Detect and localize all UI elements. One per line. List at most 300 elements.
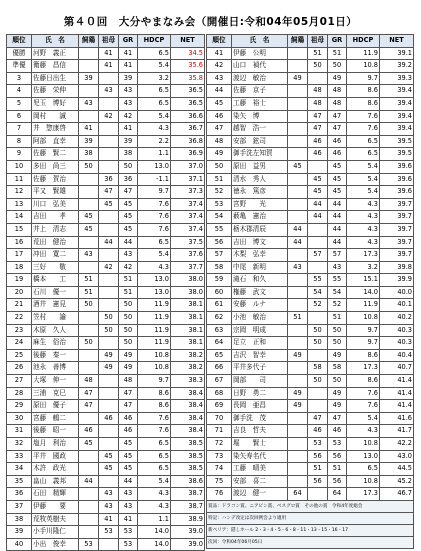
result-row: [7, 475, 205, 488]
own-score-cell: [288, 362, 308, 375]
grand-score-cell: 45: [308, 173, 328, 186]
grand-score-cell: [308, 236, 328, 249]
hdcp-cell: 5.4: [138, 475, 171, 488]
rank-cell: 21: [7, 299, 32, 312]
grand-score-cell: [99, 211, 119, 224]
net-cell: 38.4: [171, 387, 205, 400]
name-cell: 多田 尚三: [32, 160, 79, 173]
grand-score-cell: [99, 375, 119, 388]
grand-score-cell: 50: [308, 375, 328, 388]
net-cell: 34.5: [171, 47, 205, 60]
name-cell: 佐藤 栄伸: [32, 85, 79, 98]
rank-cell: 9: [7, 148, 32, 161]
grand-score-cell: 46: [308, 135, 328, 148]
name-cell: 宮藤 鶴二: [32, 412, 79, 425]
net-cell: 38.2: [171, 349, 205, 362]
net-cell: 38.7: [171, 488, 205, 501]
hdcp-cell: 4.3: [138, 488, 171, 501]
rank-cell: 11: [7, 173, 32, 186]
net-cell: 39.7: [380, 198, 414, 211]
gross-cell: 51: [328, 47, 347, 60]
hdcp-cell: 9.7: [138, 186, 171, 199]
name-cell: 原田 優子: [32, 400, 79, 413]
grand-score-cell: [99, 148, 119, 161]
name-cell: 木許 政光: [32, 463, 79, 476]
gross-cell: 48: [119, 375, 138, 388]
name-cell: 日野 勇二: [232, 387, 288, 400]
rank-cell: 30: [7, 412, 32, 425]
result-row: [207, 312, 414, 325]
hdcp-cell: 4.3: [347, 236, 380, 249]
gross-cell: 43: [119, 97, 138, 110]
hdcp-cell: 11.9: [138, 324, 171, 337]
rank-cell: 63: [207, 324, 232, 337]
gross-cell: 45: [119, 463, 138, 476]
own-score-cell: 47: [79, 400, 99, 413]
result-row: [7, 538, 205, 551]
net-cell: 38.5: [171, 463, 205, 476]
grand-score-cell: 47: [308, 412, 328, 425]
grand-score-cell: 55: [308, 274, 328, 287]
result-row: [7, 186, 205, 199]
own-score-cell: [79, 450, 99, 463]
rank-cell: 3: [7, 72, 32, 85]
grand-score-cell: [99, 286, 119, 299]
grand-score-cell: 58: [308, 362, 328, 375]
hdcp-cell: 11.9: [347, 47, 380, 60]
own-score-cell: 44: [79, 475, 99, 488]
own-score-cell: [288, 475, 308, 488]
net-cell: 39.6: [380, 160, 414, 173]
gross-cell: 44: [328, 223, 347, 236]
own-score-cell: [79, 526, 99, 539]
net-cell: 40.3: [380, 324, 414, 337]
own-score-cell: [79, 312, 99, 325]
name-cell: 薮亀 憲治: [232, 211, 288, 224]
hdcp-cell: 9.7: [138, 375, 171, 388]
gross-cell: 45: [119, 211, 138, 224]
name-cell: 大塚 伸一: [32, 375, 79, 388]
grand-score-cell: 45: [99, 463, 119, 476]
hdcp-cell: 8.6: [347, 349, 380, 362]
gross-cell: 45: [119, 223, 138, 236]
net-cell: 38.5: [171, 438, 205, 451]
own-score-cell: [79, 349, 99, 362]
hdcp-cell: 4.3: [347, 211, 380, 224]
grand-score-cell: [308, 160, 328, 173]
net-cell: 39.6: [380, 173, 414, 186]
net-cell: 39.7: [380, 249, 414, 262]
own-score-cell: [288, 211, 308, 224]
rank-cell: 51: [207, 173, 232, 186]
grand-score-cell: [99, 72, 119, 85]
grand-score-cell: [308, 488, 328, 501]
hdcp-cell: 11.9: [138, 299, 171, 312]
own-score-cell: 41: [79, 123, 99, 136]
own-score-cell: [79, 47, 99, 60]
name-cell: 安藤 ルナ: [232, 299, 288, 312]
net-cell: 38.1: [171, 312, 205, 325]
grand-score-cell: 51: [308, 463, 328, 476]
grand-score-cell: 41: [99, 47, 119, 60]
name-cell: 堀 賢士: [232, 438, 288, 451]
hdcp-cell: 7.6: [347, 400, 380, 413]
rank-cell: 20: [7, 286, 32, 299]
own-score-cell: 51: [79, 286, 99, 299]
hdcp-cell: 6.5: [138, 463, 171, 476]
hdcp-cell: 1.1: [138, 513, 171, 526]
result-row: [7, 173, 205, 186]
gross-cell: 45: [328, 173, 347, 186]
name-cell: 伊藤 公明: [232, 47, 288, 60]
gross-cell: 49: [328, 349, 347, 362]
grand-score-cell: 49: [99, 362, 119, 375]
grand-score-cell: 45: [308, 186, 328, 199]
gross-cell: 56: [328, 475, 347, 488]
gross-cell: 50: [119, 337, 138, 350]
own-score-cell: 49: [288, 72, 308, 85]
rank-cell: 32: [7, 438, 32, 451]
gross-cell: 47: [119, 387, 138, 400]
hdcp-cell: 6.5: [347, 463, 380, 476]
hdcp-cell: 4.3: [138, 500, 171, 513]
result-row: [7, 400, 205, 413]
name-cell: 滝石 和久: [232, 274, 288, 287]
result-row: [7, 299, 205, 312]
own-score-cell: 50: [79, 337, 99, 350]
rank-cell: 39: [7, 526, 32, 539]
own-score-cell: 50: [79, 299, 99, 312]
rank-cell: 54: [207, 211, 232, 224]
name-cell: 平又 賢雄: [32, 186, 79, 199]
grand-score-cell: 53: [99, 526, 119, 539]
own-score-cell: [288, 274, 308, 287]
name-cell: 畠山 義邦: [32, 475, 79, 488]
rank-cell: 71: [207, 425, 232, 438]
gross-cell: 45: [328, 160, 347, 173]
result-row: [7, 387, 205, 400]
hdcp-cell: 7.6: [347, 123, 380, 136]
own-score-cell: [79, 513, 99, 526]
gross-cell: 43: [119, 500, 138, 513]
results-table-right: [206, 34, 414, 549]
gross-cell: 53: [119, 526, 138, 539]
result-row: [7, 412, 205, 425]
own-score-cell: [79, 110, 99, 123]
gross-cell: 55: [328, 274, 347, 287]
hdcp-cell: 13.0: [138, 274, 171, 287]
hdcp-cell: 17.3: [347, 249, 380, 262]
result-row: [7, 198, 205, 211]
column-header: 氏 名: [32, 35, 79, 48]
result-row: [207, 173, 414, 186]
net-cell: 39.0: [171, 526, 205, 539]
net-cell: 38.0: [171, 274, 205, 287]
result-row: [207, 261, 414, 274]
gross-cell: 54: [328, 286, 347, 299]
grand-score-cell: [99, 387, 119, 400]
column-header: HDCP: [138, 35, 171, 48]
name-cell: 岡村 誠: [32, 110, 79, 123]
rank-cell: 44: [207, 85, 232, 98]
footnote: 特記：ハンデ改定は次回例会より適用: [207, 512, 414, 524]
gross-cell: 50: [119, 160, 138, 173]
rank-cell: 34: [7, 463, 32, 476]
rank-cell: 12: [7, 186, 32, 199]
net-cell: 45.2: [380, 475, 414, 488]
gross-cell: 38: [119, 148, 138, 161]
rank-cell: 41: [207, 47, 232, 60]
result-row: [207, 198, 414, 211]
hdcp-cell: 4.3: [347, 198, 380, 211]
grand-score-cell: [99, 299, 119, 312]
rank-cell: 72: [207, 438, 232, 451]
result-row: [7, 488, 205, 501]
result-row: [7, 85, 205, 98]
hdcp-cell: 1.1: [138, 148, 171, 161]
hdcp-cell: 17.3: [347, 362, 380, 375]
gross-cell: 41: [119, 60, 138, 73]
rank-cell: 5: [7, 97, 32, 110]
own-score-cell: 49: [288, 400, 308, 413]
net-cell: 38.1: [171, 324, 205, 337]
result-row: [7, 261, 205, 274]
rank-cell: 4: [7, 85, 32, 98]
name-cell: 阿部 直幸: [32, 135, 79, 148]
rank-cell: 15: [7, 223, 32, 236]
hdcp-cell: 10.8: [347, 475, 380, 488]
own-score-cell: [79, 261, 99, 274]
gross-cell: 43: [119, 249, 138, 262]
net-cell: 36.5: [171, 85, 205, 98]
grand-score-cell: 50: [308, 337, 328, 350]
result-row: [7, 438, 205, 451]
gross-cell: 42: [119, 261, 138, 274]
own-score-cell: 45: [288, 160, 308, 173]
footnote: 新ペリア：隠しホール 2・3・4・5・6・8・11・13・15・16・17: [207, 524, 414, 536]
name-cell: 岡部 司: [232, 375, 288, 388]
column-header: GR: [119, 35, 138, 48]
name-cell: 清水 秀人: [232, 173, 288, 186]
column-header: HDCP: [347, 35, 380, 48]
rank-cell: 22: [7, 312, 32, 325]
hdcp-cell: 17.3: [347, 488, 380, 501]
grand-score-cell: 42: [99, 110, 119, 123]
grand-score-cell: [308, 312, 328, 325]
own-score-cell: [79, 236, 99, 249]
name-cell: 工藤 晴美: [232, 463, 288, 476]
rank-cell: 53: [207, 198, 232, 211]
own-score-cell: [288, 299, 308, 312]
name-cell: 安部 喜二: [232, 475, 288, 488]
name-cell: 川口 弘美: [32, 198, 79, 211]
hdcp-cell: 6.5: [138, 236, 171, 249]
grand-score-cell: 57: [308, 249, 328, 262]
result-row: [7, 123, 205, 136]
grand-score-cell: 43: [99, 488, 119, 501]
net-cell: 39.5: [380, 135, 414, 148]
own-score-cell: 51: [288, 312, 308, 325]
result-row: [7, 47, 205, 60]
name-cell: 渡辺 健一: [232, 488, 288, 501]
grand-score-cell: [99, 223, 119, 236]
own-score-cell: [288, 148, 308, 161]
rank-cell: 26: [7, 362, 32, 375]
column-header: 祖母: [308, 35, 328, 48]
net-cell: 39.2: [380, 60, 414, 73]
hdcp-cell: 10.8: [138, 349, 171, 362]
own-score-cell: 50: [79, 160, 99, 173]
name-cell: 井上 清志: [32, 223, 79, 236]
result-row: [207, 249, 414, 262]
own-score-cell: [79, 463, 99, 476]
name-cell: 荒田 健治: [32, 236, 79, 249]
result-row: [7, 160, 205, 173]
rank-cell: 59: [207, 274, 232, 287]
gross-cell: 64: [328, 488, 347, 501]
gross-cell: 46: [119, 412, 138, 425]
rank-cell: 43: [207, 72, 232, 85]
result-row: [7, 349, 205, 362]
hdcp-cell: 6.5: [138, 47, 171, 60]
own-score-cell: [79, 186, 99, 199]
own-score-cell: [79, 362, 99, 375]
gross-cell: 50: [328, 60, 347, 73]
rank-cell: 36: [7, 488, 32, 501]
gross-cell: 43: [119, 85, 138, 98]
result-row: [207, 274, 414, 287]
result-row: [207, 412, 414, 425]
hdcp-cell: 11.9: [138, 337, 171, 350]
gross-cell: 41: [119, 513, 138, 526]
own-score-cell: 39: [79, 135, 99, 148]
net-cell: 37.6: [171, 249, 205, 262]
rank-cell: 47: [207, 123, 232, 136]
net-cell: 36.5: [171, 97, 205, 110]
net-cell: 36.8: [171, 135, 205, 148]
grand-score-cell: 46: [308, 425, 328, 438]
grand-score-cell: 50: [308, 324, 328, 337]
net-cell: 41.6: [380, 412, 414, 425]
grand-score-cell: 43: [99, 85, 119, 98]
grand-score-cell: 53: [308, 438, 328, 451]
gross-cell: 46: [119, 425, 138, 438]
grand-score-cell: 48: [308, 85, 328, 98]
gross-cell: 45: [119, 438, 138, 451]
result-row: [7, 60, 205, 73]
grand-score-cell: 46: [99, 412, 119, 425]
own-score-cell: [79, 500, 99, 513]
result-row: [207, 135, 414, 148]
grand-score-cell: [99, 538, 119, 551]
rank-cell: 67: [207, 375, 232, 388]
net-cell: 39.7: [380, 236, 414, 249]
own-score-cell: [288, 463, 308, 476]
own-score-cell: [288, 375, 308, 388]
hdcp-cell: 5.4: [347, 412, 380, 425]
grand-score-cell: 48: [308, 97, 328, 110]
grand-score-cell: [99, 160, 119, 173]
rank-cell: 68: [207, 387, 232, 400]
gross-cell: 45: [119, 450, 138, 463]
result-row: [207, 236, 414, 249]
name-cell: 佐藤 賀治: [32, 173, 79, 186]
hdcp-cell: 5.4: [138, 249, 171, 262]
own-score-cell: 46: [79, 425, 99, 438]
grand-score-cell: 52: [308, 299, 328, 312]
result-row: [7, 362, 205, 375]
gross-cell: 44: [119, 236, 138, 249]
net-cell: 40.4: [380, 349, 414, 362]
rank-cell: 40: [7, 538, 32, 551]
result-row: [7, 286, 205, 299]
grand-score-cell: 43: [99, 500, 119, 513]
rank-cell: 61: [207, 299, 232, 312]
name-cell: 足立 正和: [232, 337, 288, 350]
result-row: [207, 488, 414, 501]
net-cell: 38.6: [171, 475, 205, 488]
gross-cell: 49: [328, 72, 347, 85]
hdcp-cell: 7.6: [138, 223, 171, 236]
name-cell: 冲田 寛二: [32, 249, 79, 262]
rank-cell: 24: [7, 337, 32, 350]
result-row: [207, 324, 414, 337]
net-cell: 38.1: [171, 337, 205, 350]
hdcp-cell: 3.2: [347, 261, 380, 274]
column-header: NET: [380, 35, 414, 48]
result-row: [207, 160, 414, 173]
result-row: [7, 97, 205, 110]
net-cell: 37.3: [171, 186, 205, 199]
rank-cell: 33: [7, 450, 32, 463]
hdcp-cell: 5.4: [347, 186, 380, 199]
name-cell: 衛藤 昌信: [32, 60, 79, 73]
rank-cell: 66: [207, 362, 232, 375]
rank-cell: 優勝: [7, 47, 32, 60]
own-score-cell: [288, 198, 308, 211]
result-row: [207, 47, 414, 60]
net-cell: 35.8: [171, 72, 205, 85]
hdcp-cell: 9.7: [347, 72, 380, 85]
grand-score-cell: [99, 475, 119, 488]
net-cell: 46.7: [380, 488, 414, 501]
result-row: [207, 123, 414, 136]
grand-score-cell: [308, 349, 328, 362]
name-cell: 後藤 昭一: [32, 425, 79, 438]
grand-score-cell: [99, 400, 119, 413]
name-cell: 三好 敬: [32, 261, 79, 274]
grand-score-cell: 51: [308, 47, 328, 60]
grand-score-cell: [99, 97, 119, 110]
net-cell: 40.3: [380, 337, 414, 350]
result-row: [207, 362, 414, 375]
net-cell: 37.1: [171, 173, 205, 186]
name-cell: 長岡 亜昌: [232, 400, 288, 413]
own-score-cell: [288, 450, 308, 463]
name-cell: 後藤 秦一: [32, 349, 79, 362]
name-cell: 小出 俊幸: [32, 538, 79, 551]
rank-cell: 31: [7, 425, 32, 438]
net-cell: 40.1: [380, 299, 414, 312]
grand-score-cell: 46: [308, 148, 328, 161]
rank-cell: 16: [7, 236, 32, 249]
name-cell: 宮野 光: [232, 198, 288, 211]
name-cell: 吉田 博文: [232, 236, 288, 249]
rank-cell: 29: [7, 400, 32, 413]
net-cell: 38.0: [171, 286, 205, 299]
net-cell: 38.7: [171, 500, 205, 513]
net-cell: 38.3: [171, 375, 205, 388]
